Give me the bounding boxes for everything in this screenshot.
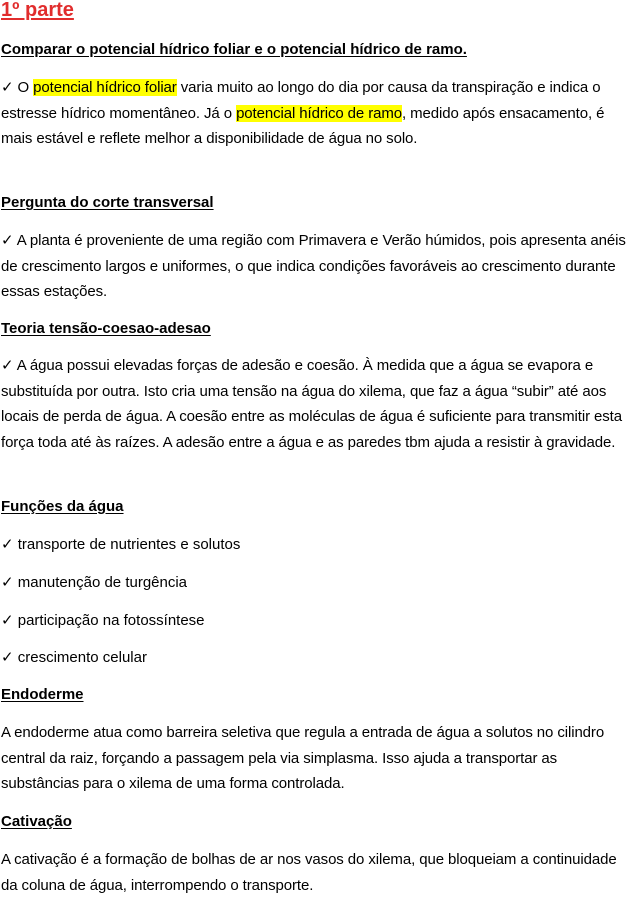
check-prefix: ✓ O: [1, 79, 34, 96]
section-paragraph-cativacao: A cativação é a formação de bolhas de ar nos vasos do xilema, que bloqueiam a continuidade da coluna de água, interrompendo o transporte.: [1, 851, 617, 894]
section-heading-corte-transversal: Pergunta do corte transversal: [1, 194, 214, 211]
section-heading-cativacao: Cativação: [1, 813, 72, 830]
list-item-turgencia: ✓ manutenção de turgência: [1, 574, 188, 591]
section-heading-potencial-hidrico: Comparar o potencial hídrico foliar e o potencial hídrico de ramo.: [1, 41, 467, 58]
highlight-potencial-ramo: potencial hídrico de ramo: [236, 104, 402, 122]
section-paragraph-potencial-hidrico: [1, 75, 637, 152]
list-item-crescimento: ✓ crescimento celular: [1, 649, 147, 666]
section-heading-endoderme: Endoderme: [1, 686, 84, 703]
highlight-potencial-foliar: potencial hídrico foliar: [33, 79, 177, 96]
section-heading-teoria-tensao: Teoria tensão-coesao-adesao: [1, 320, 211, 337]
section-paragraph-corte-transversal: ✓ A planta é proveniente de uma região com Primavera e Verão húmidos, pois apresenta anéis de crescimento largos e uniformes, o que indica condições favoráveis ao crescimento durante essas estações.: [1, 232, 626, 300]
section-paragraph-teoria-tensao: ✓ A água possui elevadas forças de adesão e coesão. À medida que a água se evapora e substituída por outra. Isto cria uma tensão na água do xilema, que faz a água “subir” até aos locais de perda de água. A coesão entre as moléculas de água é suficiente para transmitir esta força toda até às raízes. A adesão entre a água e as paredes tbm ajuda a resistir à gravidade.: [1, 357, 622, 451]
section-heading-funcoes-agua: Funções da água: [1, 498, 124, 515]
list-item-transporte: ✓ transporte de nutrientes e solutos: [1, 536, 241, 553]
paragraph-text-part-1: varia muito ao longo do dia por causa da transpiração e indica o estresse hídrico momentâneo. Já o: [1, 79, 601, 122]
section-paragraph-endoderme: A endoderme atua como barreira seletiva que regula a entrada de água a solutos no cilindro central da raiz, forçando a passagem pela via simplasma. Isso ajuda a transportar as substâncias para o xilema de uma forma controlada.: [1, 724, 605, 792]
paragraph-text-part-2: , medido após ensacamento, é mais estável e reflete melhor a disponibilidade de água no solo.: [1, 104, 605, 147]
page-title: 1º parte: [1, 0, 74, 21]
list-item-fotossintese: ✓ participação na fotossíntese: [1, 612, 205, 629]
